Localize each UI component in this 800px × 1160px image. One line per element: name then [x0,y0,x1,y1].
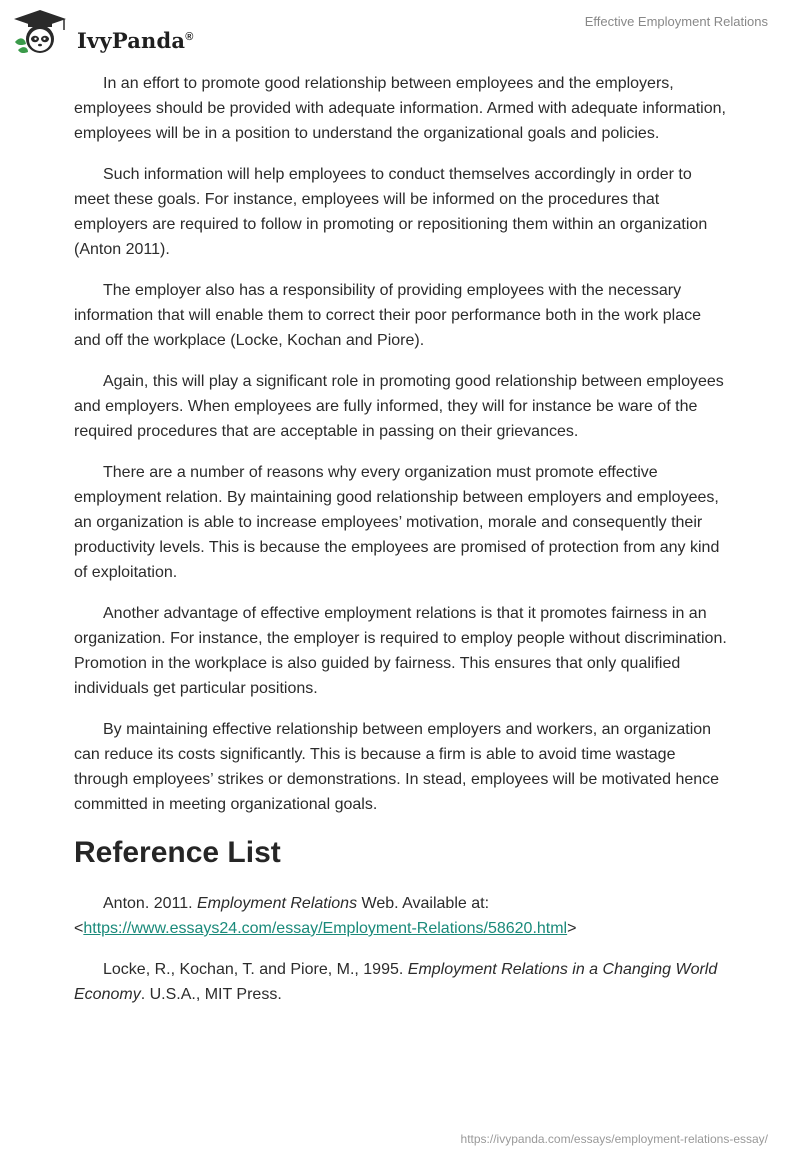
body-paragraph: There are a number of reasons why every organization must promote effective employment relation. By maintaining good relationship between employers and employees, an organization is able to increase employees’ motivation, morale and consequently their productivity levels. This is because the employees are promised of protection from any kind of exploitation. [74,464,720,581]
page-header [0,0,800,60]
registered-mark: ® [185,31,194,43]
document-title: Effective Employment Relations [584,14,768,29]
reference-item [74,957,730,1007]
reference-text: Web. Available at: < [74,895,490,937]
logo-wordmark: IvyPanda® [77,28,194,53]
body-paragraph: In an effort to promote good relationship between employees and the employers, employees should be provided with adequate information. Armed with adequate information, employees will be in a position to understand the organizational goals and policies. [74,75,726,142]
body-paragraph: The employer also has a responsibility of providing employees with the necessary information that will enable them to correct their poor performance both in the work place and off the workplace (Locke, Kochan and Piore). [74,282,701,349]
reference-item [74,891,730,941]
reference-text: Anton. 2011. [103,895,197,912]
source-url[interactable]: https://ivypanda.com/essays/employment-relations-essay/ [460,1132,768,1146]
essay-body [74,71,730,1023]
reference-link[interactable]: https://www.essays24.com/essay/Employment-Relations/58620.html [83,920,568,937]
reference-list-heading: Reference List [74,836,281,869]
reference-text: Locke, R., Kochan, T. and Piore, M., 1995. [103,961,408,978]
reference-text: > [567,920,577,937]
body-paragraph: Another advantage of effective employment relations is that it promotes fairness in an organization. For instance, the employer is required to employ people without discrimination. Promotion in the workplace is also guided by fairness. This ensures that only qualified individuals get particular positions. [74,605,727,697]
reference-text: . U.S.A., MIT Press. [140,986,282,1003]
ivypanda-logo[interactable] [12,8,212,56]
body-paragraph: Such information will help employees to conduct themselves accordingly in order to meet these goals. For instance, employees will be informed on the procedures that employers are required to follow in promoting or repositioning them within an organization (Anton 2011). [74,166,708,258]
panda-graduate-icon [12,8,68,56]
reference-title: Employment Relations [197,895,358,912]
body-paragraph: By maintaining effective relationship between employers and workers, an organization can reduce its costs significantly. This is because a firm is able to avoid time wastage through employees’ strikes or demonstrations. In stead, employees will be motivated hence committed in meeting organizational goals. [74,721,720,813]
reference-title: Employment Relations in a Changing World Economy [74,961,718,1003]
body-paragraph: Again, this will play a significant role in promoting good relationship between employees and employers. When employees are fully informed, they will for instance be ware of the required procedures that are acceptable in passing on their grievances. [74,373,724,440]
